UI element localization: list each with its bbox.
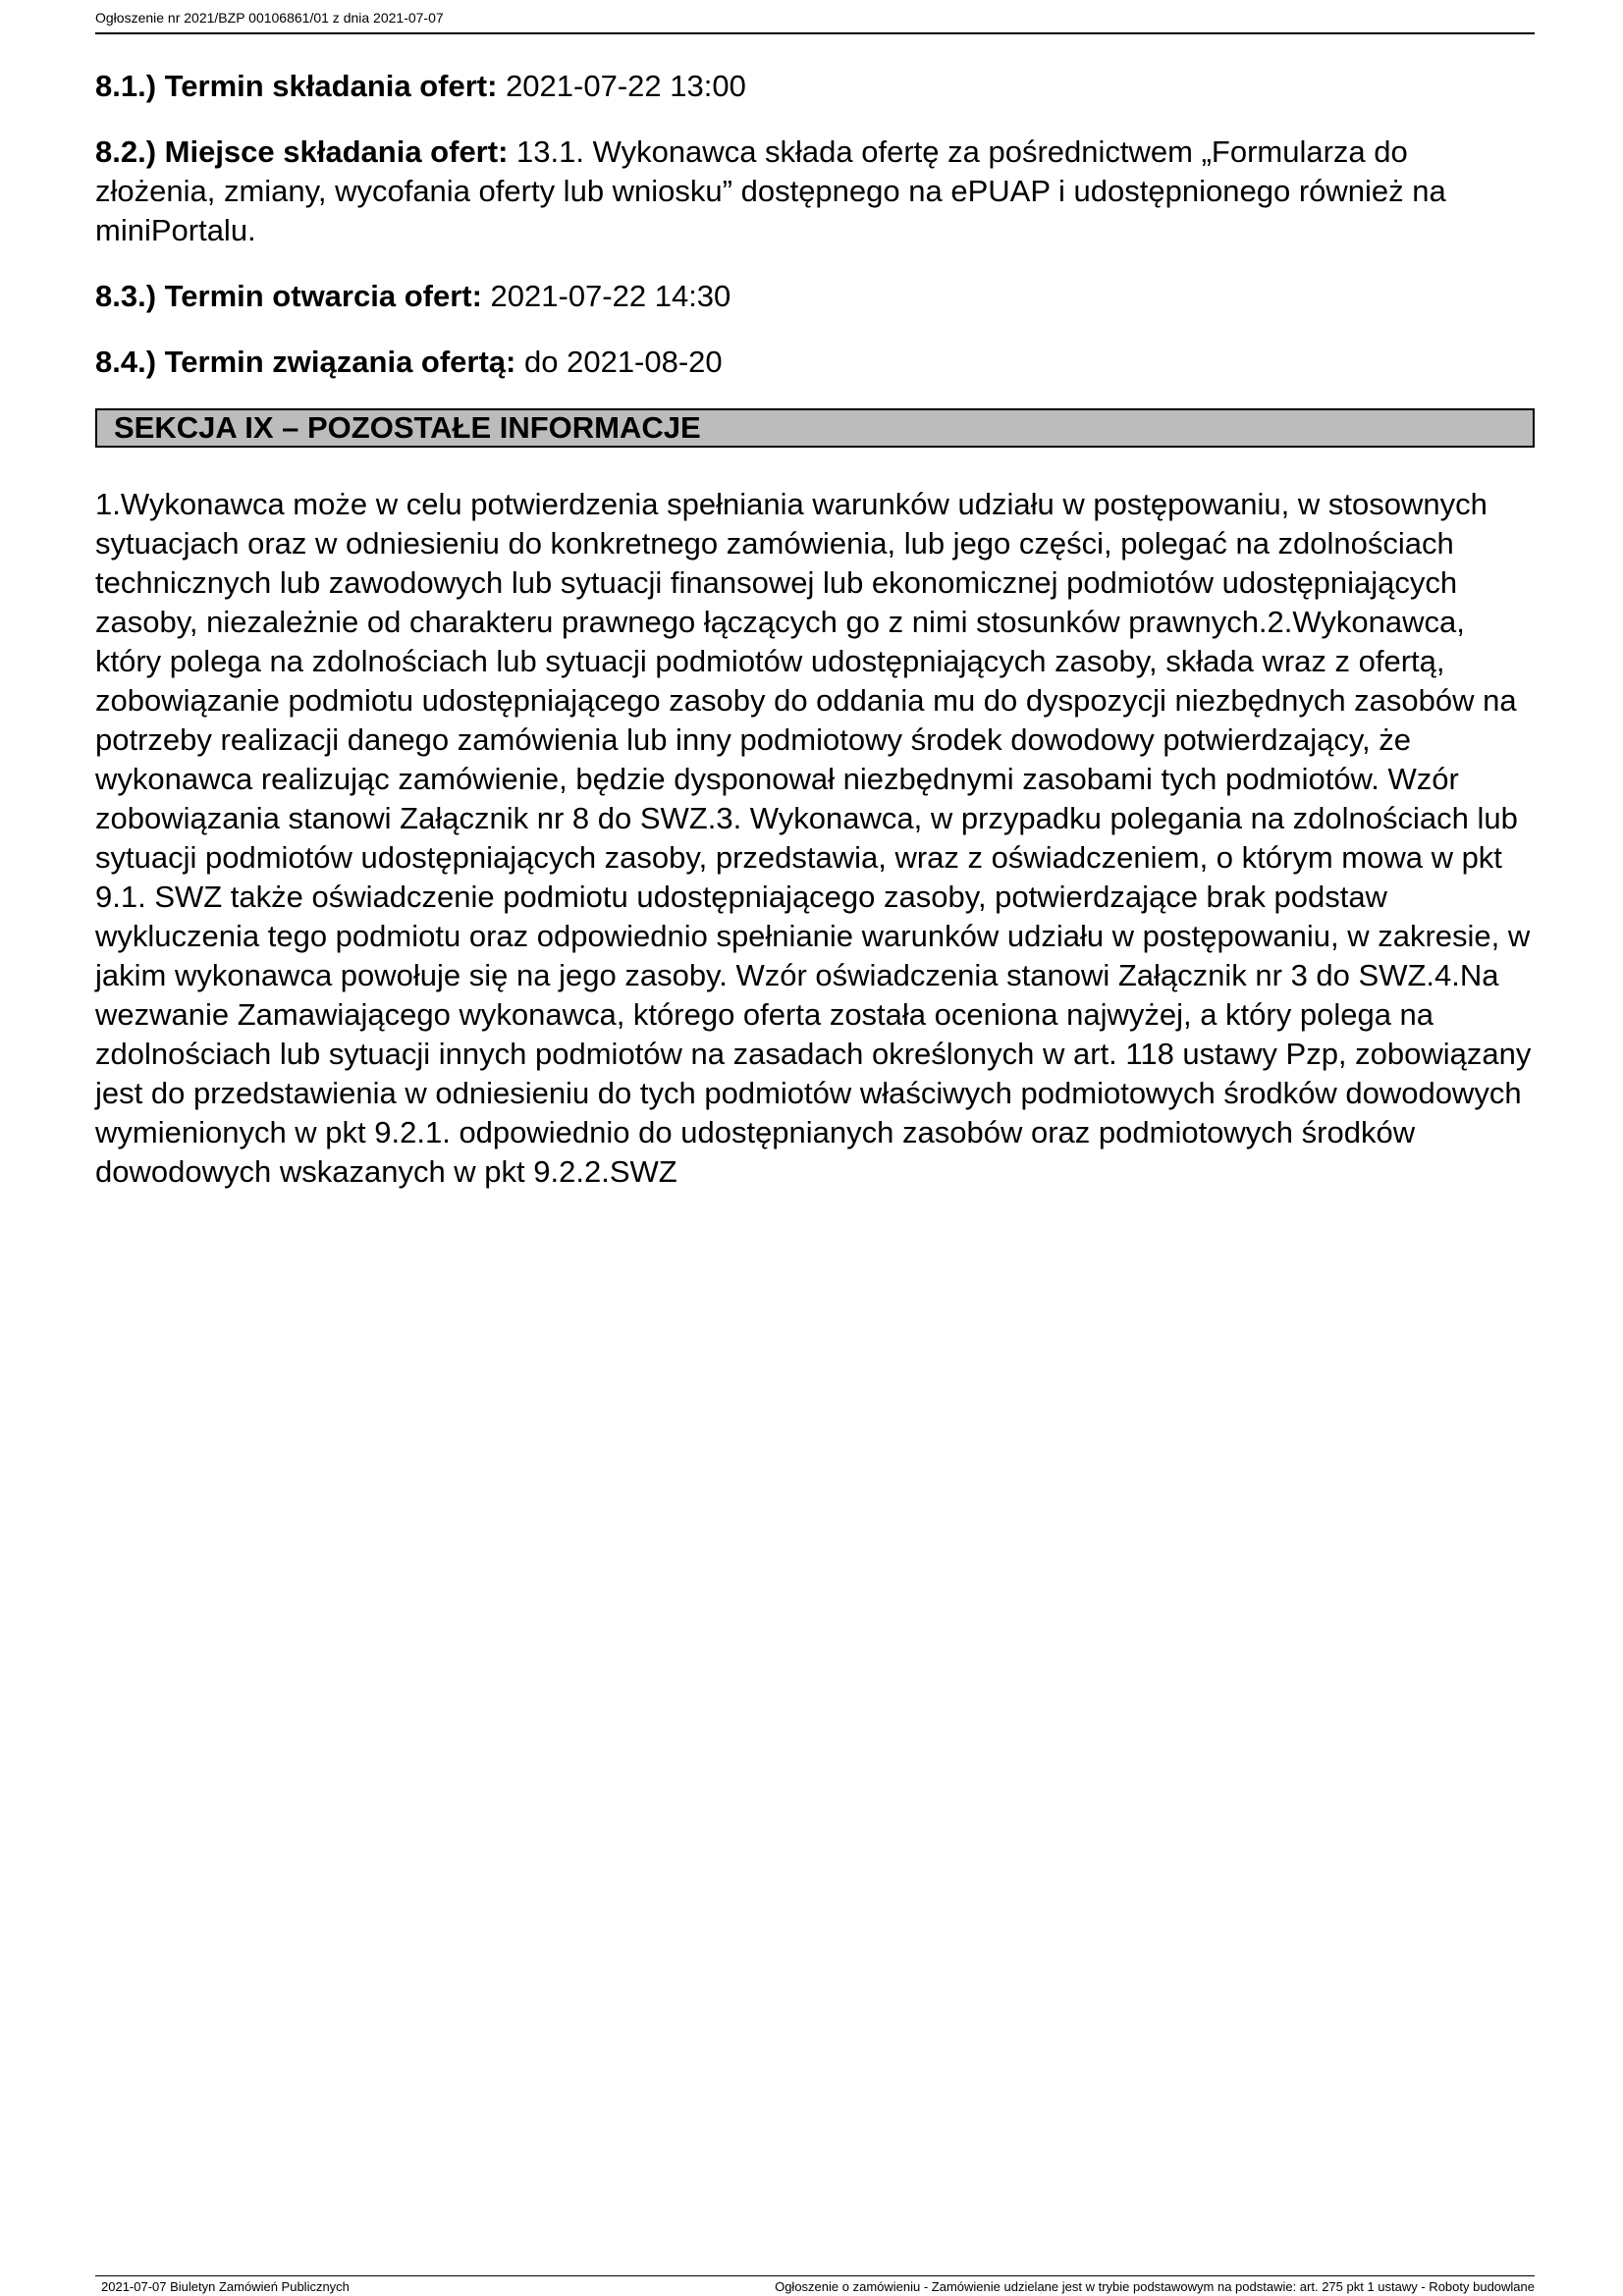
field-value: 2021-07-22 13:00 bbox=[506, 69, 746, 103]
field-label: 8.4.) Termin związania ofertą: bbox=[95, 345, 516, 379]
field-label: 8.1.) Termin składania ofert: bbox=[95, 69, 498, 103]
footer-right: Ogłoszenie o zamówieniu - Zamówienie udzielane jest w trybie podstawowym na podstawie: art. 275 pkt 1 ustawy - Roboty budowlane bbox=[775, 2279, 1535, 2294]
header-divider bbox=[95, 32, 1535, 34]
field-value: 2021-07-22 14:30 bbox=[490, 279, 731, 313]
page-header: Ogłoszenie nr 2021/BZP 00106861/01 z dnia 2021-07-07 bbox=[95, 10, 444, 26]
field-value: 13.1. Wykonawca składa ofertę za pośrednictwem „Formularza do złożenia, zmiany, wycofania oferty lub wniosku” dostępnego na ePUAP i udostępnionego również na miniPortalu. bbox=[95, 134, 1446, 247]
footer-left: 2021-07-07 Biuletyn Zamówień Publicznych bbox=[101, 2279, 350, 2294]
document-content bbox=[95, 67, 1535, 1192]
field-label: 8.3.) Termin otwarcia ofert: bbox=[95, 279, 482, 313]
field-bid-opening bbox=[95, 277, 1535, 316]
section-body-text: 1.Wykonawca może w celu potwierdzenia spełniania warunków udziału w postępowaniu, w stosownych sytuacjach oraz w odniesieniu do konkretnego zamówienia, lub jego części, polegać na zdolnościach technicznych lub zawodowych lub sytuacji finansowej lub ekonomicznej podmiotów udostępniających zasoby, niezależnie od charakteru prawnego łączących go z nimi stosunków prawnych.2.Wykonawca, który polega na zdolnościach lub sytuacji podmiotów udostępniających zasoby, składa wraz z ofertą, zobowiązanie podmiotu udostępniającego zasoby do oddania mu do dyspozycji niezbędnych zasobów na potrzeby realizacji danego zamówienia lub inny podmiotowy środek dowodowy potwierdzający, że wykonawca realizując zamówienie, będzie dysponował niezbędnymi zasobami tych podmiotów. Wzór zobowiązania stanowi Załącznik nr 8 do SWZ.3. Wykonawca, w przypadku polegania na zdolnościach lub sytuacji podmiotów udostępniających zasoby, przedstawia, wraz z oświadczeniem, o którym mowa w pkt 9.1. SWZ także oświadczenie podmiotu udostępniającego zasoby, potwierdzające brak podstaw wykluczenia tego podmiotu oraz odpowiednio spełnianie warunków udziału w postępowaniu, w zakresie, w jakim wykonawca powołuje się na jego zasoby. Wzór oświadczenia stanowi Załącznik nr 3 do SWZ.4.Na wezwanie Zamawiającego wykonawca, którego oferta została oceniona najwyżej, a który polega na zdolnościach lub sytuacji innych podmiotów na zasadach określonych w art. 118 ustawy Pzp, zobowiązany jest do przedstawienia w odniesieniu do tych podmiotów właściwych podmiotowych środków dowodowych wymienionych w pkt 9.2.1. odpowiednio do udostępnianych zasobów oraz podmiotowych środków dowodowych wskazanych w pkt 9.2.2.SWZ bbox=[95, 487, 1532, 1189]
field-label: 8.2.) Miejsce składania ofert: bbox=[95, 134, 509, 169]
footer-divider bbox=[95, 2275, 1535, 2276]
section-heading: SEKCJA IX – POZOSTAŁE INFORMACJE bbox=[95, 408, 1535, 448]
field-bid-deadline bbox=[95, 67, 1535, 106]
field-value: do 2021-08-20 bbox=[524, 345, 723, 379]
field-bid-place bbox=[95, 133, 1535, 250]
field-bid-validity bbox=[95, 343, 1535, 382]
